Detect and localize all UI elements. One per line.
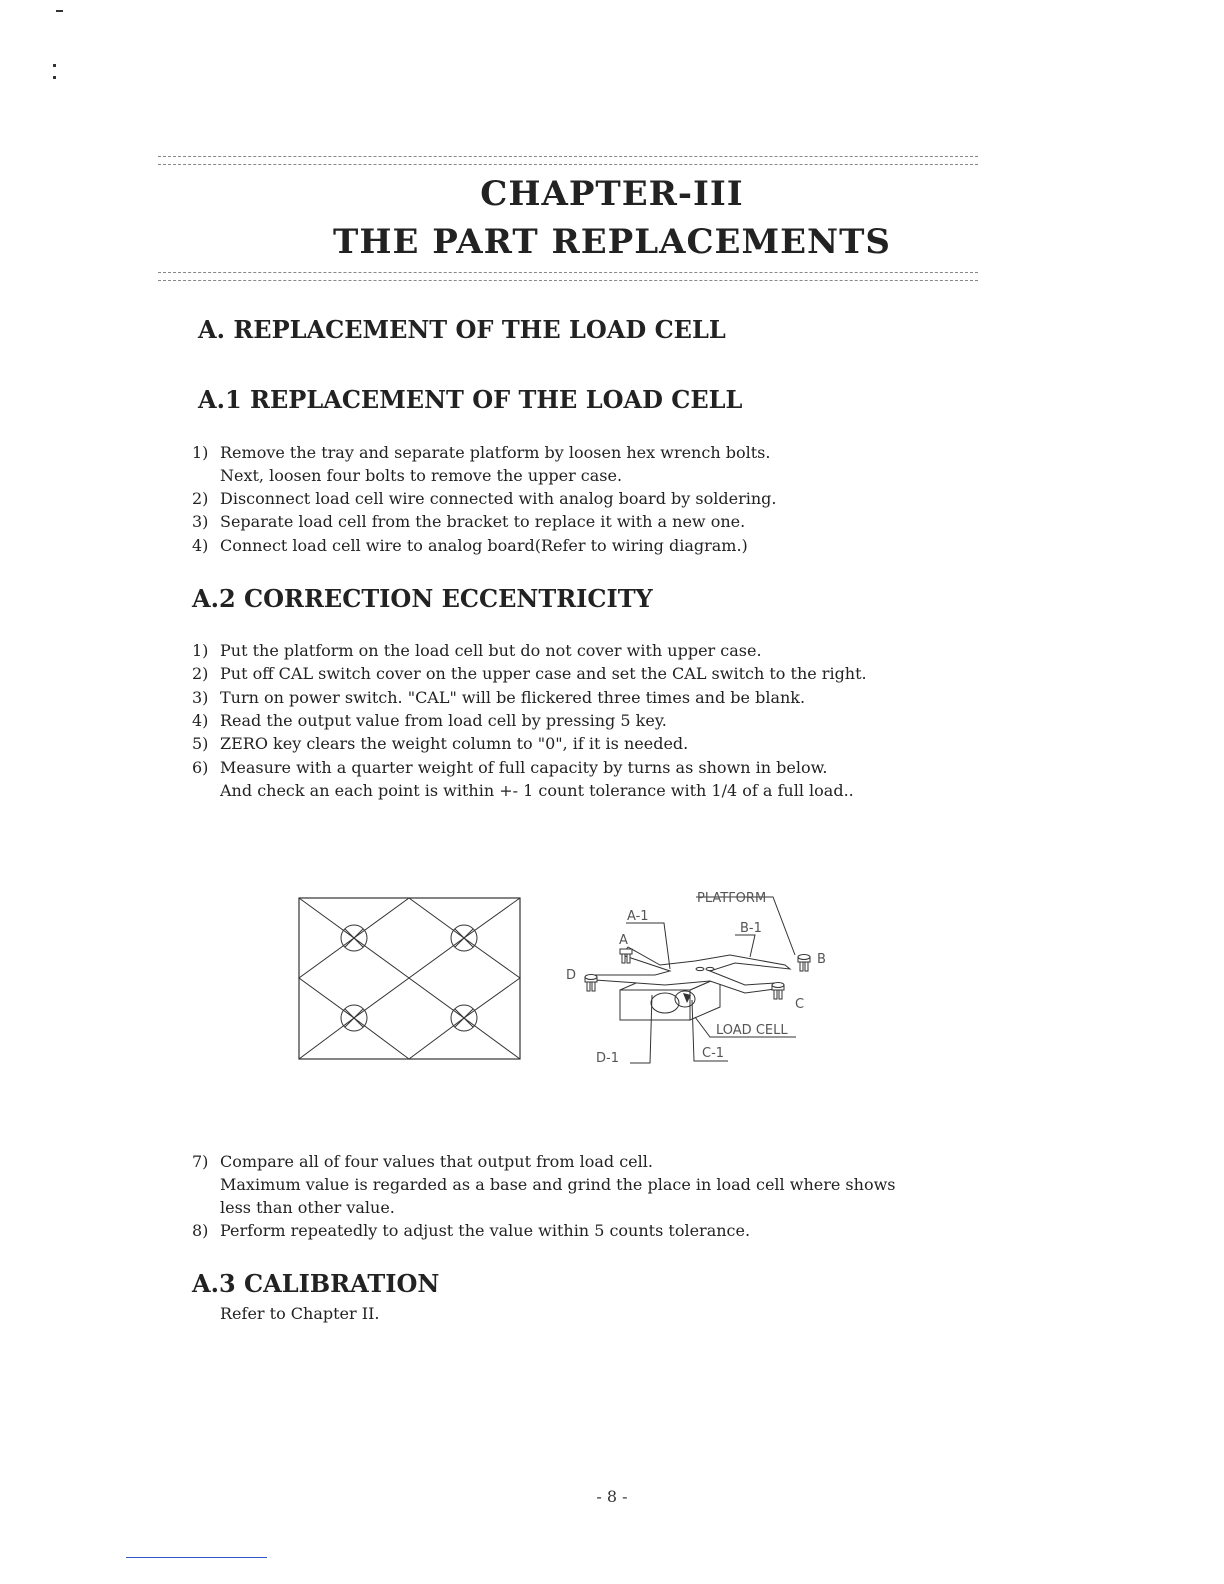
support-post-c — [772, 983, 784, 1000]
diamond-pattern — [299, 898, 409, 938]
list-item: 8) Perform repeatedly to adjust the value within 5 counts tolerance. — [192, 1221, 751, 1240]
header-rule-bottom — [158, 272, 978, 281]
header-rule-top — [158, 156, 978, 165]
support-post-d — [585, 975, 597, 992]
chapter-title: CHAPTER-III — [480, 174, 744, 214]
label-d: D — [566, 968, 577, 983]
list-item: 4) Read the output value from load cell by pressing 5 key. — [192, 711, 667, 730]
eccentricity-pattern-diagram — [298, 897, 522, 1061]
footer-line — [126, 1557, 267, 1558]
list-item: 2) Disconnect load cell wire connected with analog board by soldering. — [192, 489, 777, 508]
list-item-continuation: Maximum value is regarded as a base and grind the place in load cell where shows — [220, 1175, 896, 1194]
support-post-b — [798, 955, 810, 972]
page-number: - 8 - — [596, 1487, 628, 1506]
section-a3-heading: A.3 CALIBRATION — [192, 1269, 440, 1298]
section-a3-text: Refer to Chapter II. — [220, 1304, 380, 1323]
scan-mark — [53, 64, 56, 67]
list-item: 7) Compare all of four values that output from load cell. — [192, 1152, 653, 1171]
diamond-pattern — [409, 1018, 520, 1059]
list-item-continuation: Next, loosen four bolts to remove the upper case. — [220, 466, 623, 485]
list-item-continuation: And check an each point is within +- 1 count tolerance with 1/4 of a full load.. — [220, 781, 854, 800]
label-b: B — [817, 952, 826, 967]
test-point-marker — [341, 1005, 367, 1031]
label-d1: D-1 — [596, 1051, 619, 1066]
list-item-continuation: less than other value. — [220, 1198, 395, 1217]
page-title: THE PART REPLACEMENTS — [333, 222, 891, 262]
label-a1: A-1 — [627, 909, 649, 924]
label-a: A — [619, 933, 628, 948]
scan-mark — [53, 76, 56, 79]
list-item: 1) Put the platform on the load cell but do not cover with upper case. — [192, 641, 762, 660]
list-item: 5) ZERO key clears the weight column to "0", if it is needed. — [192, 734, 689, 753]
diamond-pattern — [409, 898, 520, 938]
diamond-pattern — [409, 938, 520, 1018]
list-item: 1) Remove the tray and separate platform by loosen hex wrench bolts. — [192, 443, 771, 462]
list-item: 4) Connect load cell wire to analog board(Refer to wiring diagram.) — [192, 536, 748, 555]
label-c1: C-1 — [702, 1046, 725, 1061]
section-a2-heading: A.2 CORRECTION ECCENTRICITY — [192, 584, 653, 613]
list-item: 6) Measure with a quarter weight of full capacity by turns as shown in below. — [192, 758, 828, 777]
label-platform: PLATFORM — [697, 891, 767, 906]
label-b1: B-1 — [740, 921, 762, 936]
section-a1-heading: A.1 REPLACEMENT OF THE LOAD CELL — [198, 385, 743, 414]
list-item: 3) Separate load cell from the bracket to replace it with a new one. — [192, 512, 746, 531]
test-point-marker — [451, 1005, 477, 1031]
diamond-pattern — [299, 1018, 409, 1059]
list-item: 3) Turn on power switch. "CAL" will be flickered three times and be blank. — [192, 688, 806, 707]
test-point-marker — [341, 925, 367, 951]
list-item: 2) Put off CAL switch cover on the upper case and set the CAL switch to the right. — [192, 664, 867, 683]
section-a-heading: A. REPLACEMENT OF THE LOAD CELL — [198, 315, 726, 344]
scan-mark — [56, 10, 63, 12]
diamond-pattern — [299, 938, 409, 1018]
test-point-marker — [451, 925, 477, 951]
label-load-cell: LOAD CELL — [716, 1023, 788, 1038]
platform-loadcell-diagram — [560, 885, 830, 1070]
label-c: C — [795, 997, 805, 1012]
